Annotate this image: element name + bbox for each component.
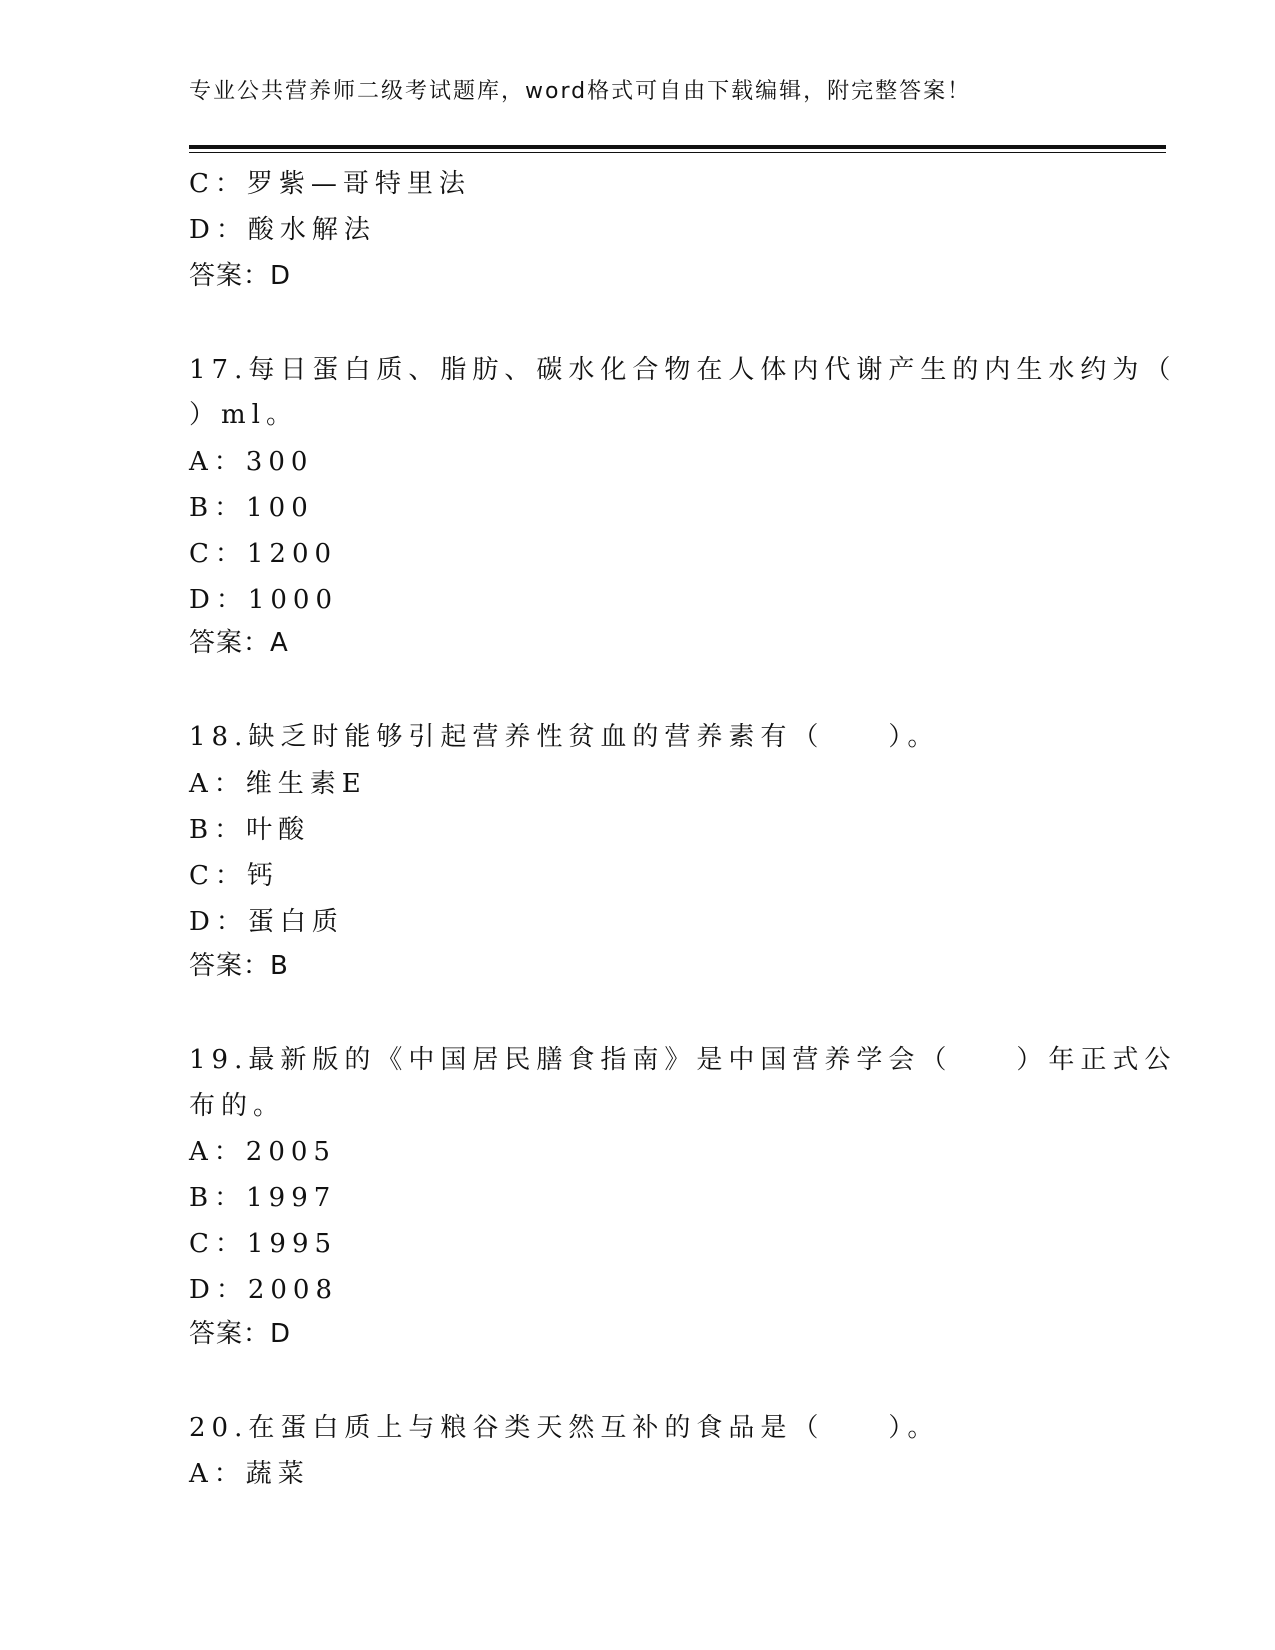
- header-rule-thin: [189, 152, 1166, 153]
- option-b: B：100: [189, 493, 314, 523]
- option-a: A：2005: [189, 1137, 336, 1167]
- answer: 答案：D: [189, 1319, 292, 1349]
- option-a: A：蔬菜: [189, 1459, 310, 1489]
- question-20-text: 20.在蛋白质上与粮谷类天然互补的食品是（ ）。: [189, 1413, 940, 1443]
- question-19-text: 19.最新版的《中国居民膳食指南》是中国营养学会（ ）年正式公: [189, 1045, 1177, 1075]
- option-d: D：酸水解法: [189, 215, 376, 245]
- question-18-text: 18.缺乏时能够引起营养性贫血的营养素有（ ）。: [189, 722, 940, 752]
- page-header: 专业公共营养师二级考试题库，word格式可自由下载编辑，附完整答案！: [189, 79, 972, 104]
- option-d: D：蛋白质: [189, 907, 344, 937]
- question-19-text-cont: 布的。: [189, 1091, 286, 1121]
- question-17-text: 17.每日蛋白质、脂肪、碳水化合物在人体内代谢产生的内生水约为（: [189, 355, 1177, 385]
- option-a: A：维生素E: [189, 769, 367, 799]
- option-d: D：1000: [189, 585, 339, 615]
- option-b: B：叶酸: [189, 815, 311, 845]
- option-c: C：钙: [189, 861, 279, 891]
- option-b: B：1997: [189, 1183, 337, 1213]
- option-c: C：罗紫—哥特里法: [189, 169, 471, 199]
- answer: 答案：B: [189, 951, 289, 981]
- question-17-text-cont: ）ml。: [189, 400, 298, 430]
- option-c: C：1995: [189, 1229, 338, 1259]
- option-c: C：1200: [189, 539, 338, 569]
- answer: 答案：A: [189, 628, 289, 658]
- option-d: D：2008: [189, 1275, 339, 1305]
- option-a: A：300: [189, 447, 314, 477]
- answer: 答案：D: [189, 261, 292, 291]
- header-rule-thick: [189, 145, 1166, 149]
